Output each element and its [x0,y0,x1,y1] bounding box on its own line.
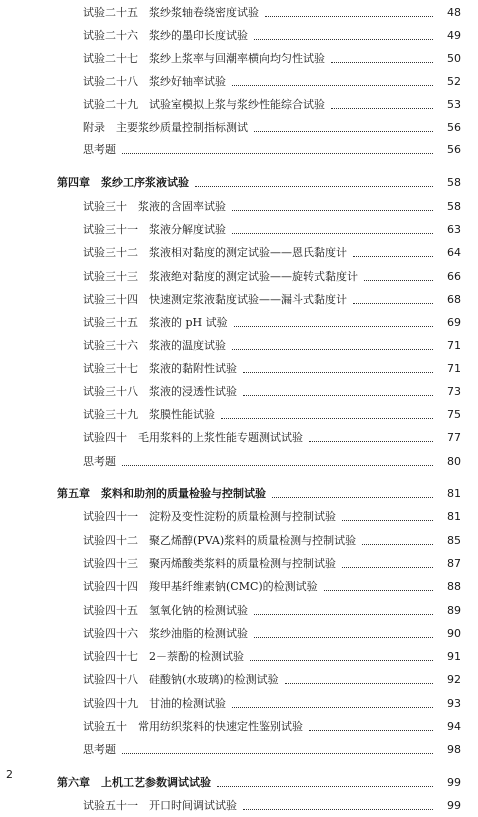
dot-leader [232,707,433,708]
dot-leader [250,660,433,661]
dot-leader [353,256,433,257]
toc-entry-page-number: 52 [447,75,461,88]
toc-entry [0,219,478,241]
toc-entry [0,139,478,161]
toc-entry [0,451,478,473]
toc-entry [0,242,478,264]
toc-entry-page-number: 64 [447,246,461,259]
page-number-folio: 2 [6,768,13,781]
dot-leader [331,62,433,63]
toc-entry [0,716,478,738]
toc-chapter-heading [0,772,478,794]
toc-entry-title: 试验二十七 浆纱上浆率与回潮率横向均匀性试验 [83,52,325,65]
toc-entry-page-number: 98 [447,743,461,756]
dot-leader [265,16,433,17]
toc-entry-title: 第四章 浆纱工序浆液试验 [57,176,189,189]
toc-entry [0,25,478,47]
dot-leader [342,567,433,568]
toc-entry-title: 试验五十 常用纺织浆料的快速定性鉴别试验 [83,720,303,733]
toc-entry-page-number: 49 [447,29,461,42]
dot-leader [254,637,433,638]
toc-entry-page-number: 69 [447,316,461,329]
toc-entry-title: 思考题 [83,143,116,156]
toc-chapter-heading [0,172,478,194]
toc-entry-title: 试验四十三 聚丙烯酸类浆料的质量检测与控制试验 [83,557,336,570]
dot-leader [362,544,433,545]
toc-entry-page-number: 58 [447,176,461,189]
dot-leader [243,372,433,373]
toc-entry-title: 试验三十 浆液的含固率试验 [83,200,226,213]
toc-entry [0,553,478,575]
toc-entry-page-number: 71 [447,339,461,352]
toc-entry-page-number: 58 [447,200,461,213]
toc-entry-title: 试验四十五 氢氧化钠的检测试验 [83,604,248,617]
toc-entry-title: 试验三十六 浆液的温度试验 [83,339,226,352]
dot-leader [272,497,433,498]
dot-leader [364,280,433,281]
toc-entry [0,795,478,817]
toc-entry-page-number: 80 [447,455,461,468]
toc-entry [0,196,478,218]
toc-entry [0,48,478,70]
toc-chapter-heading [0,483,478,505]
dot-leader [254,614,433,615]
toc-entry [0,669,478,691]
toc-entry [0,530,478,552]
toc-entry-title: 试验三十二 浆液相对黏度的测定试验——恩氏黏度计 [83,246,347,259]
toc-entry-title: 试验三十九 浆膜性能试验 [83,408,215,421]
toc-entry-title: 试验二十五 浆纱浆轴卷绕密度试验 [83,6,259,19]
toc-entry-title: 试验三十一 浆液分解度试验 [83,223,226,236]
dot-leader [234,326,433,327]
toc-entry [0,576,478,598]
dot-leader [217,786,433,787]
toc-entry-title: 思考题 [83,743,116,756]
toc-entry-page-number: 66 [447,270,461,283]
toc-entry-page-number: 48 [447,6,461,19]
toc-entry [0,646,478,668]
toc-entry-title: 试验三十三 浆液绝对黏度的测定试验——旋转式黏度计 [83,270,358,283]
dot-leader [122,153,433,154]
dot-leader [324,590,433,591]
dot-leader [122,465,433,466]
dot-leader [309,730,433,731]
toc-entry-title: 第五章 浆料和助剂的质量检验与控制试验 [57,487,266,500]
toc-entry-title: 试验四十九 甘油的检测试验 [83,697,226,710]
toc-entry [0,739,478,761]
toc-entry-page-number: 89 [447,604,461,617]
dot-leader [342,520,433,521]
dot-leader [309,441,433,442]
toc-entry [0,427,478,449]
toc-entry [0,2,478,24]
toc-entry-page-number: 77 [447,431,461,444]
toc-entry-page-number: 94 [447,720,461,733]
dot-leader [254,131,433,132]
toc-entry-page-number: 81 [447,510,461,523]
toc-entry-title: 试验三十七 浆液的黏附性试验 [83,362,237,375]
toc-entry-page-number: 53 [447,98,461,111]
toc-entry-page-number: 87 [447,557,461,570]
toc-entry-title: 附录 主要浆纱质量控制指标测试 [83,121,248,134]
toc-entry [0,623,478,645]
toc-entry-title: 试验四十七 2－萘酚的检测试验 [83,650,244,663]
toc-entry-page-number: 50 [447,52,461,65]
toc-entry-page-number: 99 [447,776,461,789]
toc-entry [0,312,478,334]
toc-entry-page-number: 99 [447,799,461,812]
toc-entry-page-number: 85 [447,534,461,547]
dot-leader [331,108,433,109]
toc-entry [0,693,478,715]
toc-entry-page-number: 90 [447,627,461,640]
toc-entry-page-number: 68 [447,293,461,306]
toc-entry-page-number: 88 [447,580,461,593]
dot-leader [285,683,433,684]
toc-entry [0,71,478,93]
toc-entry-page-number: 91 [447,650,461,663]
dot-leader [243,809,433,810]
dot-leader [232,85,433,86]
toc-entry [0,506,478,528]
toc-entry-title: 试验四十一 淀粉及变性淀粉的质量检测与控制试验 [83,510,336,523]
toc-entry-title: 试验二十六 浆纱的墨印长度试验 [83,29,248,42]
toc-entry-title: 试验四十 毛用浆料的上浆性能专题测试试验 [83,431,303,444]
toc-entry [0,335,478,357]
toc-entry-title: 试验五十一 开口时间调试试验 [83,799,237,812]
toc-entry-title: 试验四十八 硅酸钠(水玻璃)的检测试验 [83,673,279,686]
dot-leader [232,233,433,234]
dot-leader [122,753,433,754]
dot-leader [243,395,433,396]
toc-entry-title: 试验四十四 羧甲基纤维素钠(CMC)的检测试验 [83,580,318,593]
toc-entry-page-number: 92 [447,673,461,686]
toc-entry-page-number: 71 [447,362,461,375]
toc-entry-page-number: 63 [447,223,461,236]
toc-entry-title: 试验二十八 浆纱好轴率试验 [83,75,226,88]
toc-entry-title: 试验二十九 试验室模拟上浆与浆纱性能综合试验 [83,98,325,111]
toc-entry-page-number: 73 [447,385,461,398]
toc-entry [0,117,478,139]
toc-entry-title: 试验三十四 快速测定浆液黏度试验——漏斗式黏度计 [83,293,347,306]
toc-entry-page-number: 75 [447,408,461,421]
toc-entry-page-number: 81 [447,487,461,500]
toc-entry [0,404,478,426]
toc-entry-title: 试验四十二 聚乙烯醇(PVA)浆料的质量检测与控制试验 [83,534,357,547]
dot-leader [254,39,433,40]
dot-leader [221,418,433,419]
toc-entry-page-number: 56 [447,143,461,156]
toc-entry-page-number: 56 [447,121,461,134]
toc-entry-title: 思考题 [83,455,116,468]
dot-leader [353,303,433,304]
toc-entry-title: 第六章 上机工艺参数调试试验 [57,776,211,789]
toc-entry-title: 试验三十八 浆液的浸透性试验 [83,385,237,398]
toc-entry [0,381,478,403]
toc-entry [0,289,478,311]
dot-leader [195,186,433,187]
toc-entry [0,266,478,288]
toc-entry-page-number: 93 [447,697,461,710]
toc-entry [0,600,478,622]
toc-entry [0,358,478,380]
dot-leader [232,349,433,350]
toc-entry [0,94,478,116]
toc-entry-title: 试验四十六 浆纱油脂的检测试验 [83,627,248,640]
toc-entry-title: 试验三十五 浆液的 pH 试验 [83,316,228,329]
dot-leader [232,210,433,211]
